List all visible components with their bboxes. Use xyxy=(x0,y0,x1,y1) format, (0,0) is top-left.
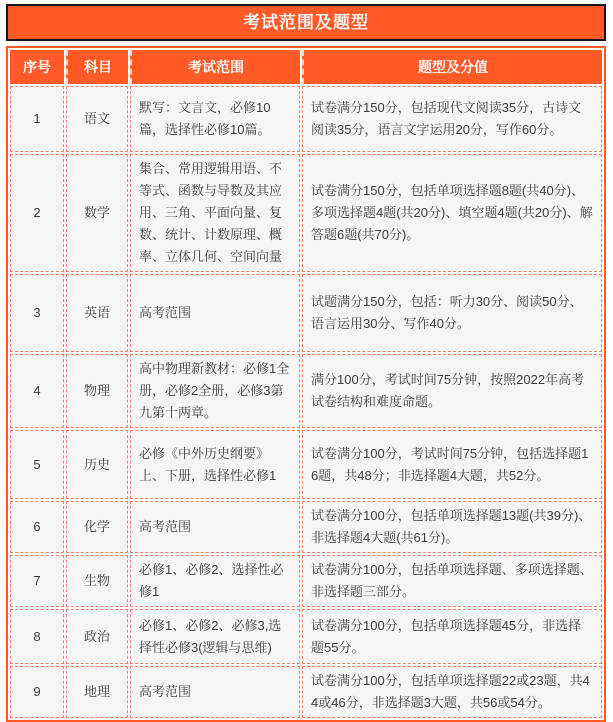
table-title: 考试范围及题型 xyxy=(6,4,606,41)
cell-types: 试卷满分150分，包括现代文阅读35分，古诗文阅读35分，语言文字运用20分，写作60分。 xyxy=(302,86,602,152)
cell-no: 1 xyxy=(10,86,64,152)
table-row xyxy=(10,555,602,607)
table-row xyxy=(10,274,602,352)
table-row xyxy=(10,154,602,272)
table-row xyxy=(10,86,602,152)
table-row xyxy=(10,501,602,553)
column-header-subject: 科目 xyxy=(66,50,128,84)
cell-subject: 语文 xyxy=(66,86,128,152)
cell-types: 试卷满分100分，考试时间75分钟，包括选择题16题，共48分；非选择题4大题，共52分。 xyxy=(302,430,602,499)
cell-scope: 默写：文言文，必修10篇，选择性必修10篇。 xyxy=(130,86,300,152)
cell-subject: 地理 xyxy=(66,666,128,718)
cell-subject: 物理 xyxy=(66,354,128,428)
cell-subject: 化学 xyxy=(66,501,128,553)
table-row xyxy=(10,354,602,428)
cell-no: 4 xyxy=(10,354,64,428)
cell-no: 8 xyxy=(10,609,64,664)
column-header-scope: 考试范围 xyxy=(130,50,300,84)
cell-types: 试卷满分100分，包括单项选择题45分，非选择题55分。 xyxy=(302,609,602,664)
cell-no: 3 xyxy=(10,274,64,352)
cell-types: 试卷满分150分，包括单项选择题8题(共40分)、多项选择题4题(共20分)、填空题4题(共20分)、解答题6题(共70分)。 xyxy=(302,154,602,272)
cell-scope: 高考范围 xyxy=(130,666,300,718)
cell-subject: 政治 xyxy=(66,609,128,664)
cell-no: 9 xyxy=(10,666,64,718)
cell-scope: 集合、常用逻辑用语、不等式、函数与导数及其应用、三角、平面向量、复数、统计、计数原理、概率、立体几何、空间向量 xyxy=(130,154,300,272)
cell-subject: 数学 xyxy=(66,154,128,272)
cell-types: 试卷满分100分，包括单项选择题13题(共39分)、非选择题4大题(共61分)。 xyxy=(302,501,602,553)
table-row xyxy=(10,430,602,499)
cell-types: 试卷满分100分，包括单项选择题22或23题，共44或46分，非选择题3大题，共56或54分。 xyxy=(302,666,602,718)
cell-scope: 高考范围 xyxy=(130,274,300,352)
column-header-types: 题型及分值 xyxy=(302,50,602,84)
cell-types: 满分100分，考试时间75分钟，按照2022年高考试卷结构和难度命题。 xyxy=(302,354,602,428)
cell-scope: 必修1、必修2、必修3,选择性必修3(逻辑与思维) xyxy=(130,609,300,664)
cell-no: 6 xyxy=(10,501,64,553)
cell-no: 2 xyxy=(10,154,64,272)
table-container xyxy=(6,46,606,722)
header-row xyxy=(10,50,602,84)
table-row xyxy=(10,666,602,718)
cell-scope: 必修1、必修2、选择性必修1 xyxy=(130,555,300,607)
cell-subject: 历史 xyxy=(66,430,128,499)
cell-subject: 生物 xyxy=(66,555,128,607)
cell-scope: 高考范围 xyxy=(130,501,300,553)
cell-scope: 高中物理新教材：必修1全册，必修2全册，必修3第九第十两章。 xyxy=(130,354,300,428)
exam-table xyxy=(8,48,604,720)
table-row xyxy=(10,609,602,664)
cell-scope: 必修《中外历史纲要》上、下册，选择性必修1 xyxy=(130,430,300,499)
cell-types: 试卷满分100分，包括单项选择题、多项选择题、非选择题三部分。 xyxy=(302,555,602,607)
cell-no: 5 xyxy=(10,430,64,499)
cell-no: 7 xyxy=(10,555,64,607)
cell-subject: 英语 xyxy=(66,274,128,352)
column-header-no: 序号 xyxy=(10,50,64,84)
cell-types: 试题满分150分，包括：听力30分、阅读50分、语言运用30分、写作40分。 xyxy=(302,274,602,352)
